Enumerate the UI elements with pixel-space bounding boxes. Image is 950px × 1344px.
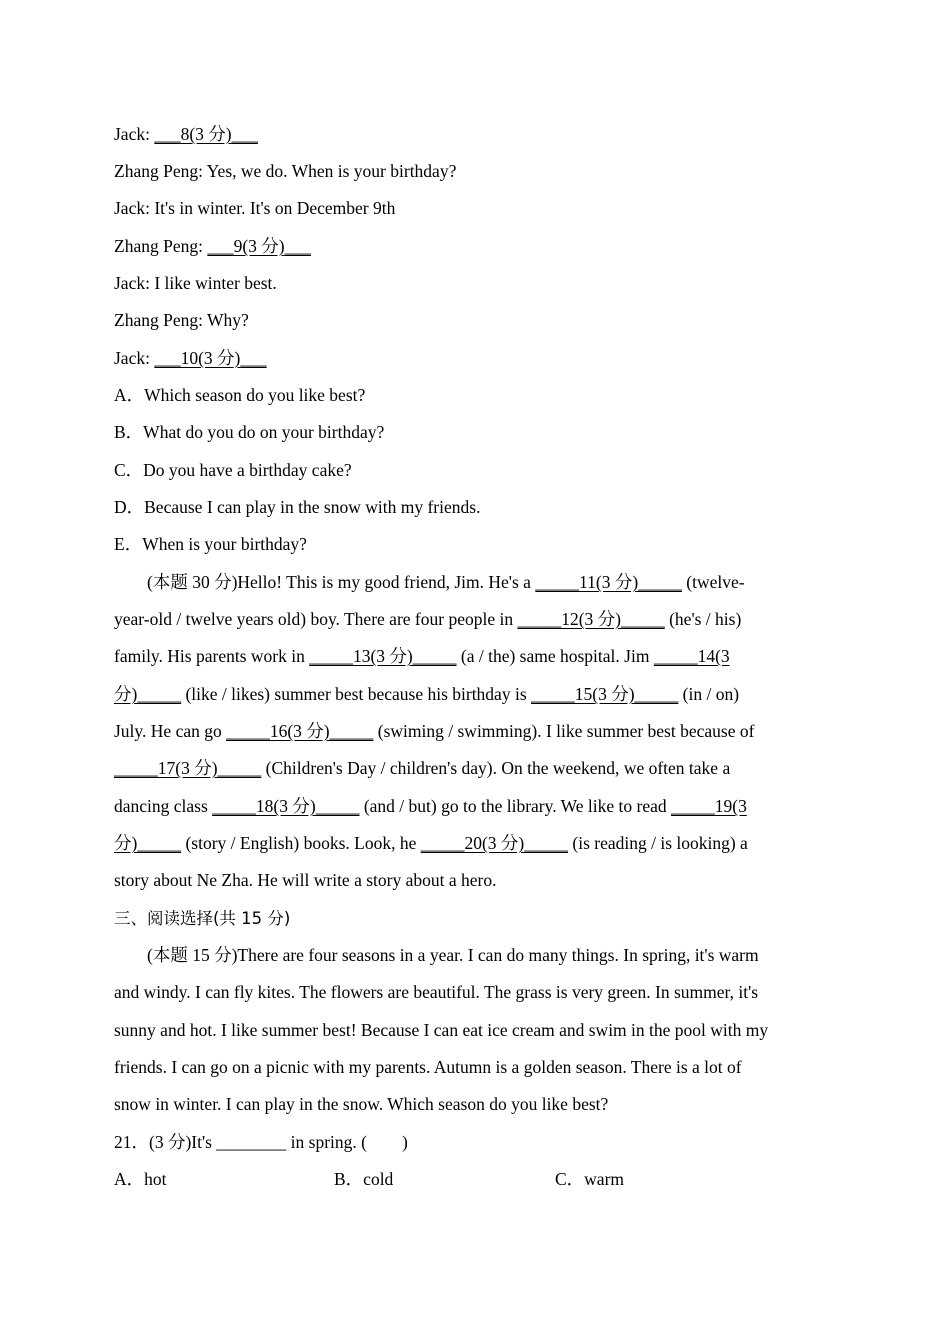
cloze-line-5: July. He can go _____16(3 分)_____ (swiming / swimming). I like summer best because of bbox=[114, 721, 755, 741]
answer-blank-19-cont[interactable]: 分)_____ bbox=[114, 833, 182, 853]
choice-d: D．Because I can play in the snow with my friends. bbox=[114, 497, 481, 517]
cloze-line-9: story about Ne Zha. He will write a story about a hero. bbox=[114, 870, 497, 890]
answer-blank-10[interactable]: ___ bbox=[154, 348, 181, 368]
answer-blank-9-label[interactable]: 9(3 分) bbox=[233, 236, 285, 256]
cloze-line-8: 分)_____ (story / English) books. Look, he _____20(3 分)_____ (is reading / is looking) a bbox=[114, 833, 748, 853]
cloze-line-3: family. His parents work in _____13(3 分)_____ (a / the) same hospital. Jim _____14(3 bbox=[114, 646, 730, 666]
choice-a: A．Which season do you like best? bbox=[114, 385, 366, 405]
answer-blank-17[interactable]: _____17(3 分)_____ bbox=[114, 758, 262, 778]
answer-blank-14-cont[interactable]: 分)_____ bbox=[114, 684, 182, 704]
answer-blank-18[interactable]: _____18(3 分)_____ bbox=[212, 796, 360, 816]
choice-b: B．What do you do on your birthday? bbox=[114, 422, 385, 442]
section-heading: 三、阅读选择(共 15 分) bbox=[114, 909, 291, 928]
reading-line-2: and windy. I can fly kites. The flowers are beautiful. The grass is very green. In summer, it's bbox=[114, 982, 759, 1002]
answer-blank-20[interactable]: _____20(3 分)_____ bbox=[420, 833, 568, 853]
cloze-line-2: year-old / twelve years old) boy. There are four people in _____12(3 分)_____ (he's / his) bbox=[114, 609, 742, 629]
cloze-line-1: (本题 30 分)Hello! This is my good friend, Jim. He's a _____11(3 分)_____ (twelve- bbox=[147, 572, 745, 592]
reading-line-5: snow in winter. I can play in the snow. Which season do you like best? bbox=[114, 1094, 609, 1114]
answer-blank-11[interactable]: _____11(3 分)_____ bbox=[535, 572, 682, 592]
answer-blank-10-label[interactable]: 10(3 分) bbox=[180, 348, 241, 368]
cloze-line-4: 分)_____ (like / likes) summer best because his birthday is _____15(3 分)_____ (in / on) bbox=[114, 684, 740, 704]
option-b[interactable]: B．cold bbox=[334, 1169, 394, 1189]
dialogue-line-5: Jack: I like winter best. bbox=[114, 273, 277, 293]
option-c[interactable]: C．warm bbox=[555, 1169, 625, 1189]
answer-blank-16[interactable]: _____16(3 分)_____ bbox=[226, 721, 374, 741]
answer-blank-13[interactable]: _____13(3 分)_____ bbox=[309, 646, 457, 666]
cloze-line-6: _____17(3 分)_____ (Children's Day / children's day). On the weekend, we often take a bbox=[114, 758, 731, 778]
dialogue-line-4: Zhang Peng: ___9(3 分)___ bbox=[114, 236, 311, 256]
cloze-line-7: dancing class _____18(3 分)_____ (and / but) go to the library. We like to read _____19(3 bbox=[114, 796, 747, 816]
dialogue-line-3: Jack: It's in winter. It's on December 9th bbox=[114, 198, 396, 218]
reading-line-1: (本题 15 分)There are four seasons in a year. I can do many things. In spring, it's warm bbox=[147, 945, 759, 965]
choice-e: E．When is your birthday? bbox=[114, 534, 307, 554]
answer-blank-9[interactable]: ___ bbox=[207, 236, 234, 256]
reading-line-3: sunny and hot. I like summer best! Because I can eat ice cream and swim in the pool with my bbox=[114, 1020, 769, 1040]
question-21-options bbox=[114, 1161, 836, 1198]
dialogue-line-7: Jack: ___10(3 分)___ bbox=[114, 348, 267, 368]
answer-blank-12[interactable]: _____12(3 分)_____ bbox=[517, 609, 665, 629]
answer-blank-8[interactable]: ___ bbox=[154, 124, 181, 144]
dialogue-line-2: Zhang Peng: Yes, we do. When is your birthday? bbox=[114, 161, 457, 181]
answer-blank-14[interactable]: _____14(3 bbox=[653, 646, 730, 666]
question-21-stem: 21．(3 分)It's ________ in spring. ( ) bbox=[114, 1132, 408, 1152]
choice-c: C．Do you have a birthday cake? bbox=[114, 460, 352, 480]
dialogue-line-6: Zhang Peng: Why? bbox=[114, 310, 249, 330]
reading-line-4: friends. I can go on a picnic with my parents. Autumn is a golden season. There is a lot of bbox=[114, 1057, 742, 1077]
answer-blank-15[interactable]: _____15(3 分)_____ bbox=[531, 684, 679, 704]
answer-blank-19[interactable]: _____19(3 bbox=[671, 796, 747, 816]
answer-blank-8-label[interactable]: 8(3 分) bbox=[180, 124, 232, 144]
option-a[interactable]: A．hot bbox=[114, 1169, 167, 1189]
dialogue-line-1: Jack: ___8(3 分)___ bbox=[114, 124, 258, 144]
